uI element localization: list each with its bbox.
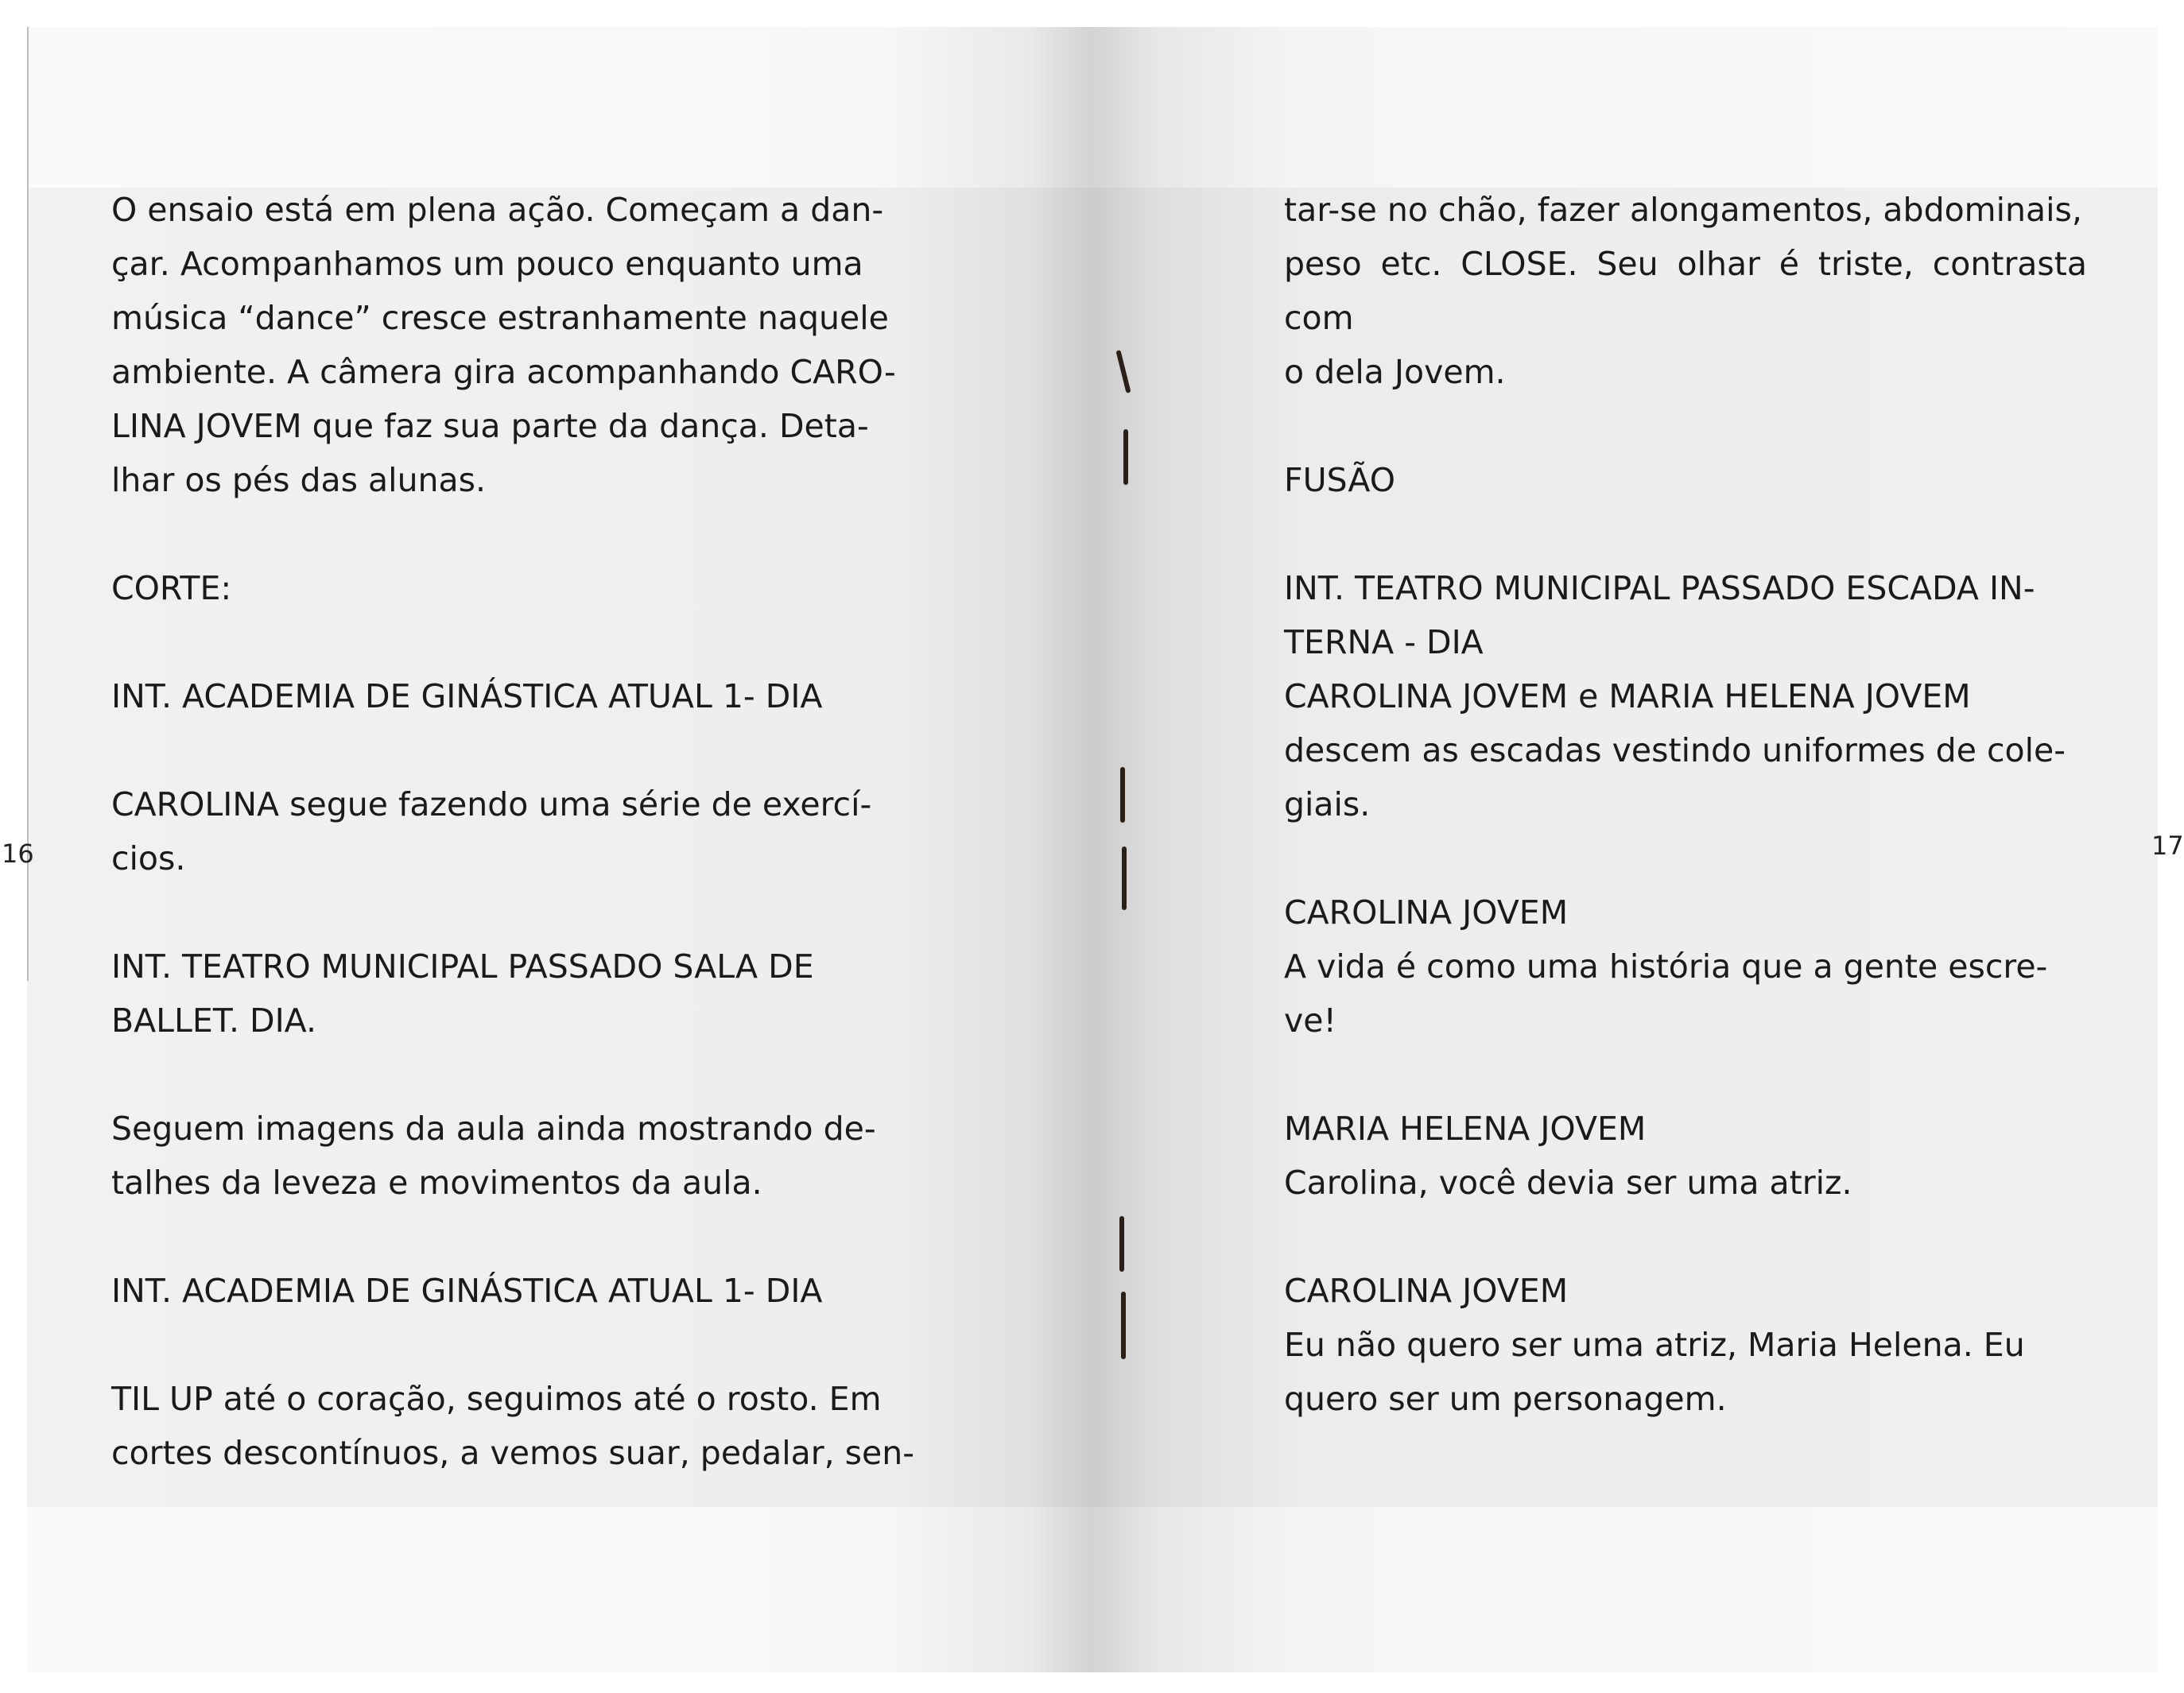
left-page-paragraph xyxy=(111,777,914,885)
binding-stitch xyxy=(1119,1216,1124,1272)
paragraph-gap xyxy=(111,885,914,939)
page-edge xyxy=(27,27,29,981)
text-line: TERNA - DIA xyxy=(1284,623,1484,661)
text-line: çar. Acompanhamos um pouco enquanto uma xyxy=(111,245,863,283)
left-page-paragraph xyxy=(111,1372,914,1480)
text-line: MARIA HELENA JOVEM xyxy=(1284,1110,1647,1148)
right-page-paragraph xyxy=(1284,561,2087,831)
text-line: descem as escadas vestindo uniformes de cole- xyxy=(1284,731,2066,769)
text-line: INT. TEATRO MUNICIPAL PASSADO ESCADA IN- xyxy=(1284,569,2035,607)
left-page-text xyxy=(111,183,914,1480)
right-page-paragraph xyxy=(1284,885,2087,1048)
right-page-paragraph xyxy=(1284,1102,2087,1210)
text-line: INT. ACADEMIA DE GINÁSTICA ATUAL 1- DIA xyxy=(111,1272,823,1310)
right-page-paragraph xyxy=(1284,183,2087,399)
text-line: A vida é como uma história que a gente escre- xyxy=(1284,947,2048,986)
text-line: LINA JOVEM que faz sua parte da dança. Deta- xyxy=(111,407,869,445)
text-line: CAROLINA JOVEM e MARIA HELENA JOVEM xyxy=(1284,677,1971,715)
paragraph-gap xyxy=(1284,1048,2087,1102)
text-line: CAROLINA segue fazendo uma série de exercí- xyxy=(111,785,872,823)
text-line: cios. xyxy=(111,839,186,877)
left-page-paragraph xyxy=(111,939,914,1048)
text-line: Seguem imagens da aula ainda mostrando de- xyxy=(111,1110,876,1148)
text-line: Carolina, você devia ser uma atriz. xyxy=(1284,1164,1852,1202)
left-page-paragraph xyxy=(111,1264,914,1318)
text-line: CAROLINA JOVEM xyxy=(1284,1272,1569,1310)
text-line: talhes da leveza e movimentos da aula. xyxy=(111,1164,762,1202)
binding-stitch xyxy=(1121,1292,1126,1359)
text-line: BALLET. DIA. xyxy=(111,1001,317,1040)
binding-stitch xyxy=(1120,767,1125,823)
left-page-paragraph xyxy=(111,1102,914,1210)
text-line: CAROLINA JOVEM xyxy=(1284,893,1569,932)
text-line: giais. xyxy=(1284,785,1371,823)
text-line: peso etc. CLOSE. Seu olhar é triste, contrasta com xyxy=(1284,245,2087,337)
text-line: INT. ACADEMIA DE GINÁSTICA ATUAL 1- DIA xyxy=(111,677,823,715)
page-number-right: 17 xyxy=(2151,831,2184,861)
left-page-paragraph xyxy=(111,183,914,507)
paragraph-gap xyxy=(111,1318,914,1372)
text-line: FUSÃO xyxy=(1284,461,1395,499)
text-line: O ensaio está em plena ação. Começam a dan- xyxy=(111,191,884,229)
paragraph-gap xyxy=(111,723,914,777)
paragraph-gap xyxy=(1284,507,2087,561)
paragraph-gap xyxy=(111,615,914,669)
paragraph-gap xyxy=(1284,1210,2087,1264)
left-page-paragraph xyxy=(111,561,914,615)
text-line: ve! xyxy=(1284,1001,1336,1040)
text-line: música “dance” cresce estranhamente naquele xyxy=(111,299,889,337)
paragraph-gap xyxy=(111,507,914,561)
text-line: cortes descontínuos, a vemos suar, pedalar, sen- xyxy=(111,1434,915,1472)
text-line: TIL UP até o coração, seguimos até o rosto. Em xyxy=(111,1380,882,1418)
text-line: Eu não quero ser uma atriz, Maria Helena. Eu xyxy=(1284,1326,2025,1364)
text-line: CORTE: xyxy=(111,569,232,607)
text-line: o dela Jovem. xyxy=(1284,353,1506,391)
text-line: INT. TEATRO MUNICIPAL PASSADO SALA DE xyxy=(111,947,814,986)
text-line: quero ser um personagem. xyxy=(1284,1380,1727,1418)
paragraph-gap xyxy=(111,1210,914,1264)
left-page-paragraph xyxy=(111,669,914,723)
text-line: ambiente. A câmera gira acompanhando CARO- xyxy=(111,353,896,391)
paragraph-gap xyxy=(111,1048,914,1102)
paragraph-gap xyxy=(1284,831,2087,885)
text-line: tar-se no chão, fazer alongamentos, abdominais, xyxy=(1284,191,2082,229)
binding-stitch xyxy=(1123,429,1128,485)
right-page-paragraph xyxy=(1284,1264,2087,1426)
binding-stitch xyxy=(1122,846,1127,910)
right-page-paragraph xyxy=(1284,453,2087,507)
text-line: lhar os pés das alunas. xyxy=(111,461,487,499)
right-page-text xyxy=(1284,183,2087,1426)
page-number-left: 16 xyxy=(2,839,34,869)
paragraph-gap xyxy=(1284,399,2087,453)
